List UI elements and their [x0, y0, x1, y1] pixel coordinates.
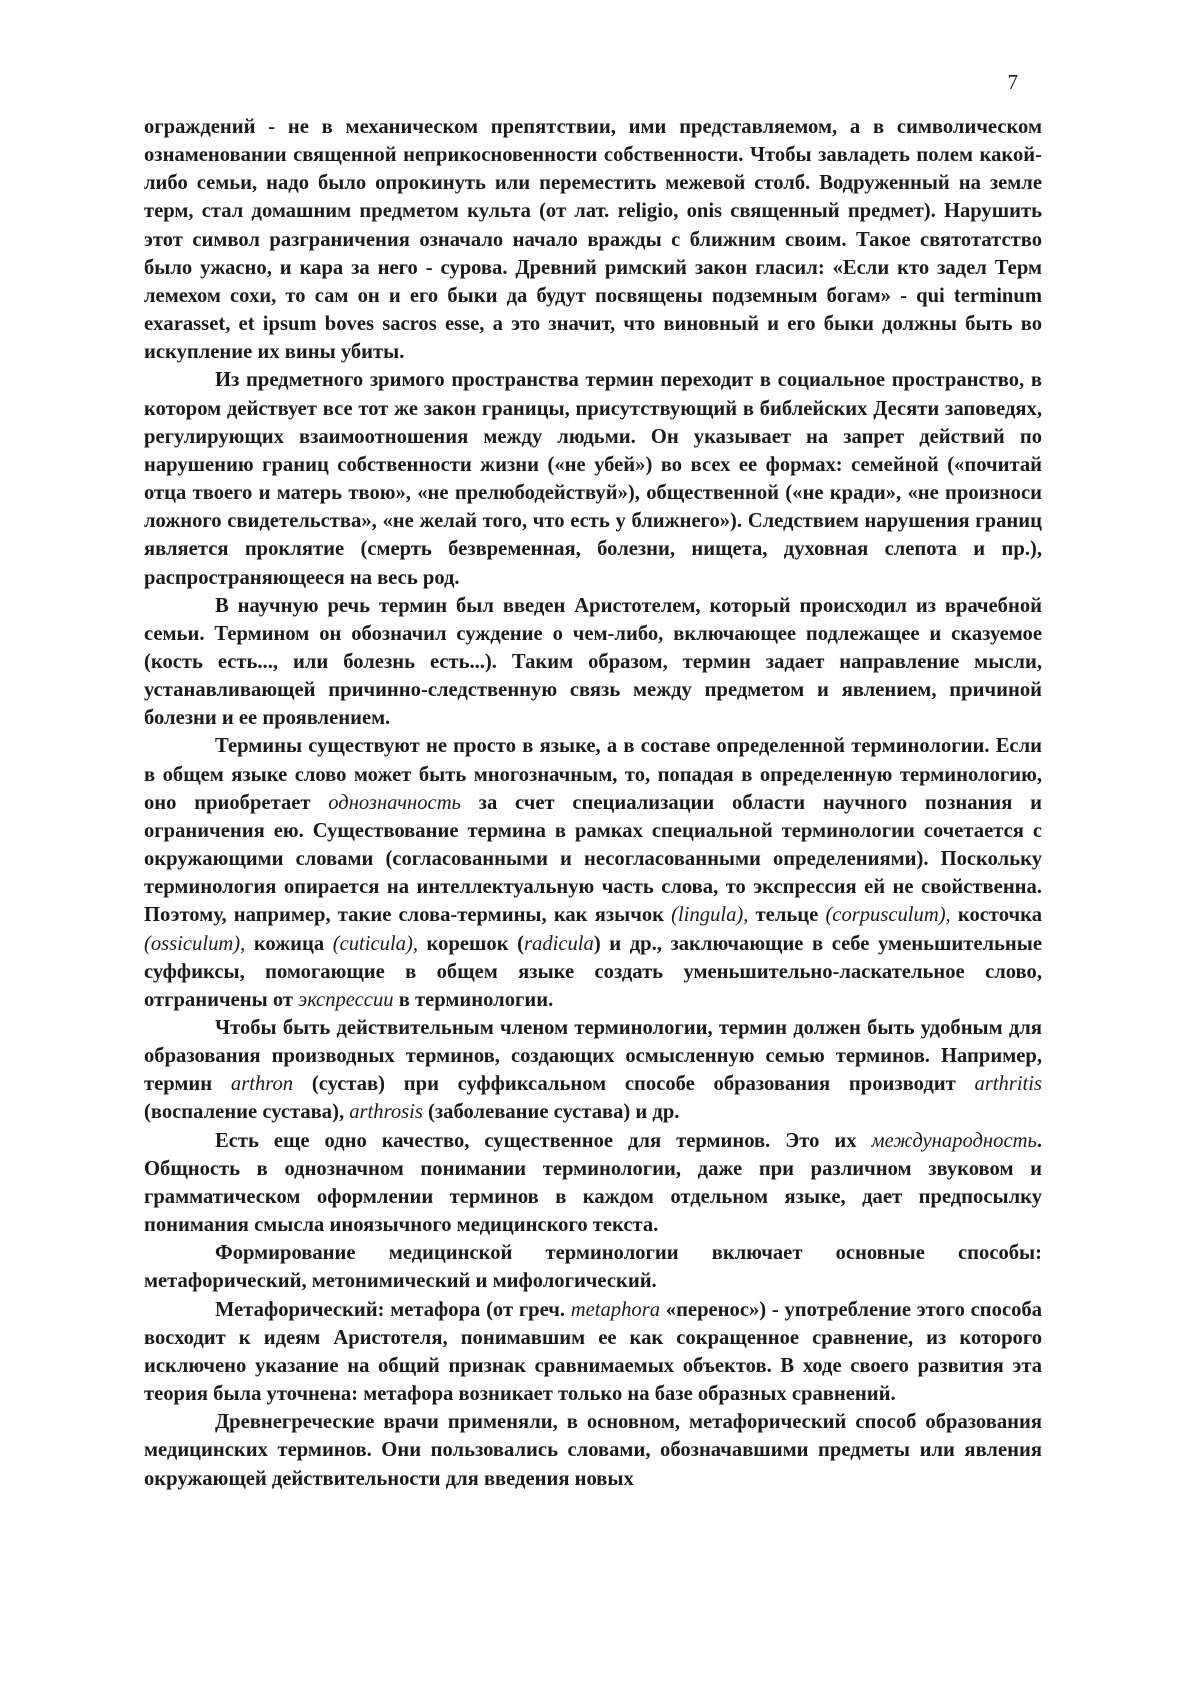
paragraph — [144, 732, 1042, 1014]
italic-term: (ossiculum), — [144, 932, 246, 955]
italic-term: metaphora — [570, 1298, 661, 1321]
text-run: Термины существуют не просто в языке, а в составе определенной терминологии. Если в общем языке слово может быть многозначным, то, попадая в определенную терминологию, оно приобретает — [144, 735, 1042, 814]
paragraph — [144, 113, 1042, 366]
text-run: косточка — [950, 904, 1042, 927]
text-run: (воспаление сустава), — [144, 1101, 350, 1124]
text-run: (сустав) при суффиксальном способе образования производит — [293, 1073, 975, 1096]
text-run: кожица — [245, 932, 333, 955]
italic-term: radicula — [524, 932, 594, 955]
italic-term: (cuticula), — [332, 932, 418, 955]
text-run: тельце — [748, 904, 826, 927]
page-number: 7 — [1007, 70, 1018, 94]
paragraph — [144, 1408, 1042, 1492]
paragraph — [144, 366, 1042, 591]
text-run: Формирование медицинской терминологии включает основные способы: метафорический, метонимический и мифологический. — [144, 1242, 1042, 1293]
paragraph — [144, 592, 1042, 733]
paragraph — [144, 1127, 1042, 1240]
italic-term: (lingula), — [671, 904, 749, 927]
text-run: (заболевание сустава) и др. — [422, 1101, 680, 1124]
italic-term: экспрессии — [298, 988, 394, 1011]
text-run: корешок ( — [417, 932, 525, 955]
text-run: ограждений - не в механическом препятствии, ими представляемом, а в символическом ознаменовании священной неприкосновенности собственности. Чтобы завладеть полем какой-либо семьи, надо было опрокинуть или переместить межевой столб. Водруженный на земле терм, стал домашним предметом культа (от лат. religio, onis священный предмет). Нарушить этот символ разграничения означало начало вражды с ближним своим. Такое святотатство было ужасно, и кара за него - сурова. Древний римский закон гласил: «Если кто задел Терм лемехом сохи, то сам он и его быки да будут посвящены подземным богам» - qui terminum exarasset, et ipsum boves sacros esse, а это значит, что виновный и его быки должны быть во искупление их вины убиты. — [144, 116, 1042, 364]
text-run: в терминологии. — [393, 988, 554, 1011]
text-run: Чтобы быть действительным членом терминологии, термин должен быть удобным для образования производных терминов, создающих осмысленную семью терминов. Например, термин — [144, 1017, 1042, 1096]
text-run: ) и др., заключающие в себе уменьшительные суффиксы, помогающие в общем языке создать уменьшительно-ласкательное слово, отграничены от — [144, 932, 1042, 1011]
text-run: Из предметного зримого пространства термин переходит в социальное пространство, в котором действует все тот же закон границы, присутствующий в библейских Десяти заповедях, регулирующих взаимоотношения между людьми. Он указывает на запрет действий по нарушению границ собственности жизни («не убей») во всех ее формах: семейной («почитай отца твоего и матерь твою», «не прелюбодействуй»), общественной («не кради», «не произноси ложного свидетельства», «не желай того, что есть у ближнего»). Следствием нарушения границ является проклятие (смерть безвременная, болезни, нищета, духовная слепота и пр.), распространяющееся на весь род. — [144, 369, 1042, 589]
text-run: Есть еще одно качество, существенное для терминов. Это их — [215, 1129, 872, 1152]
text-run: «перенос») - употребление этого способа восходит к идеям Аристотеля, понимавшим ее как сокращенное сравнение, из которого исключено указание на общий признак сравнимаемых объектов. В ходе своего развития эта теория была уточнена: метафора возникает только на базе образных сравнений. — [144, 1298, 1042, 1406]
italic-term: однозначность — [328, 791, 461, 814]
text-run: Метафорический: метафора (от греч. — [215, 1298, 571, 1321]
paragraph — [144, 1239, 1042, 1295]
italic-term: (corpusculum), — [825, 904, 951, 927]
text-run: В научную речь термин был введен Аристотелем, который происходил из врачебной семьи. Термином он обозначил суждение о чем-либо, включающее подлежащее и сказуемое (кость есть..., или болезнь есть...). Таким образом, термин задает направление мысли, устанавливающей причинно-следственную связь между предметом и явлением, причиной болезни и ее проявлением. — [144, 594, 1042, 730]
page-body — [144, 113, 1042, 1493]
italic-term: arthrosis — [349, 1101, 423, 1124]
text-run: Древнегреческие врачи применяли, в основном, метафорический способ образования медицинских терминов. Они пользовались словами, обозначавшими предметы или явления окружающей действительности для введения новых — [144, 1411, 1042, 1490]
italic-term: arthron — [230, 1073, 294, 1096]
text-run: . Общность в однозначном понимании терминологии, даже при различном звуковом и грамматическом оформлении терминов в каждом отдельном языке, дает предпосылку понимания смысла иноязычного медицинского текста. — [144, 1129, 1042, 1237]
italic-term: международность — [871, 1129, 1037, 1152]
italic-term: arthritis — [974, 1073, 1042, 1096]
paragraph — [144, 1014, 1042, 1127]
paragraph — [144, 1296, 1042, 1409]
text-run: за счет специализации области научного познания и ограничения ею. Существование термина в рамках специальной терминологии сочетается с окружающими словами (согласованными и несогласованными определениями). Поскольку терминология опирается на интеллектуальную часть слова, то экспрессия ей не свойственна. Поэтому, например, такие слова-термины, как язычок — [144, 791, 1042, 927]
